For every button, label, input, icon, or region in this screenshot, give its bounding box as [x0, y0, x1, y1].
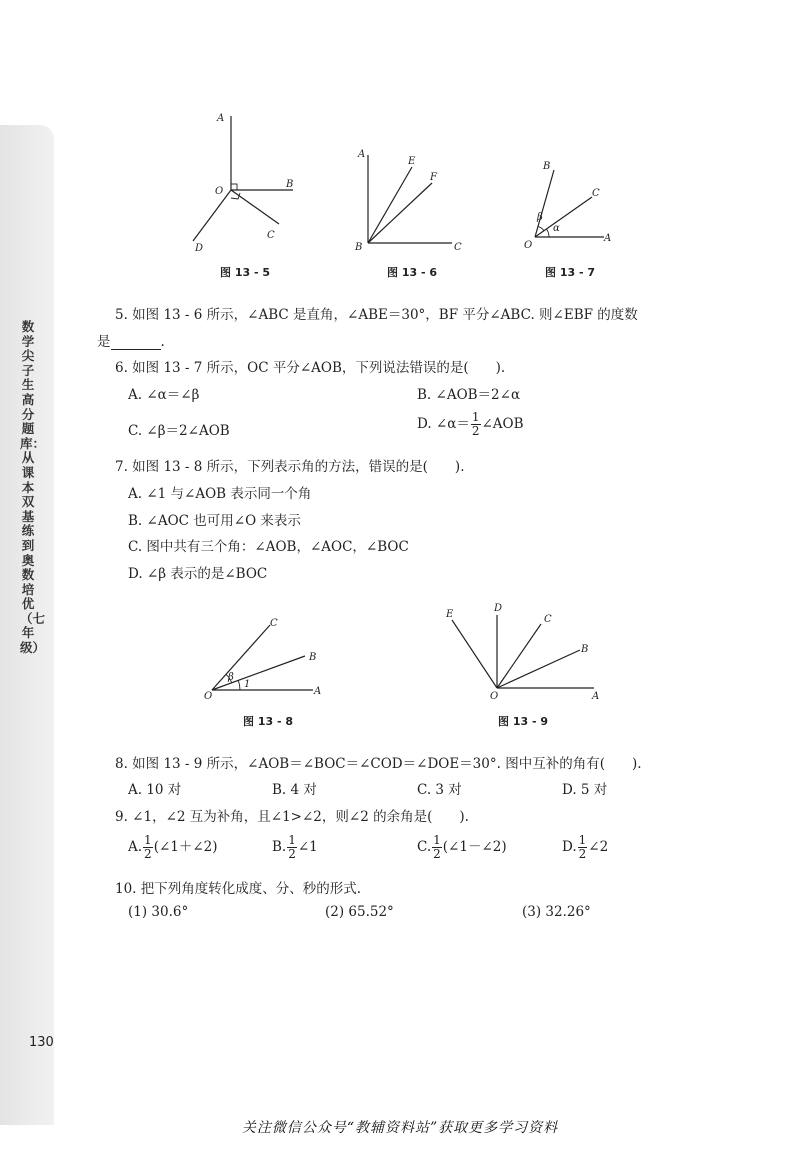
- label-a: A: [592, 691, 600, 702]
- fraction-num: 1: [578, 833, 587, 847]
- label-b: B: [309, 652, 317, 663]
- fraction-half: [578, 834, 588, 861]
- arc-beta: [538, 226, 544, 230]
- ray-od: [193, 190, 231, 241]
- page-number: 130: [29, 1035, 54, 1050]
- q6-stem: 6. 如图 13 - 7 所示，OC 平分∠AOB，下列说法错误的是( ).: [115, 360, 506, 376]
- q10-part-1: (1) 30.6°: [128, 904, 189, 920]
- figure-13-7: [520, 155, 630, 255]
- label-e: E: [446, 609, 454, 620]
- q5-line2-post: .: [160, 334, 165, 350]
- q8-option-b: B. 4 对: [272, 782, 317, 798]
- q9-b-post: ∠1: [297, 839, 318, 855]
- label-o: O: [524, 240, 533, 251]
- q5-line2: [97, 330, 165, 350]
- caption-13-7: 图 13 - 7: [545, 266, 596, 279]
- label-c: C: [270, 618, 278, 629]
- fraction-num: 1: [433, 833, 441, 847]
- right-angle-mark: [231, 184, 237, 190]
- label-o: O: [204, 691, 213, 702]
- answer-blank: [111, 335, 161, 350]
- caption-13-6: 图 13 - 6: [387, 266, 438, 279]
- q9-stem: 9. ∠1，∠2 互为补角，且∠1>∠2，则∠2 的余角是( ).: [115, 809, 469, 825]
- q6-option-b: B. ∠AOB＝2∠α: [417, 387, 521, 403]
- fraction-den: 2: [144, 847, 152, 861]
- label-c: C: [267, 230, 275, 241]
- q7-option-b: B. ∠AOC 也可用∠O 来表示: [128, 513, 301, 529]
- arc-1: [238, 680, 240, 690]
- label-d: D: [494, 603, 503, 614]
- label-f: F: [430, 172, 437, 183]
- ray-bf: [368, 183, 432, 243]
- book-title: 数学尖子生高分题库：从课本双基练到奥数培优（七年级）: [20, 319, 46, 656]
- label-e: E: [408, 156, 416, 167]
- label-1: 1: [244, 679, 251, 690]
- ray-be: [368, 167, 412, 243]
- label-alpha: α: [553, 223, 560, 234]
- label-a: A: [217, 113, 225, 124]
- q9-option-b: [272, 834, 318, 861]
- label-a: A: [358, 149, 366, 160]
- q8-option-a: A. 10 对: [128, 782, 182, 798]
- q8-option-d: D. 5 对: [562, 782, 608, 798]
- q8-stem: 8. 如图 13 - 9 所示，∠AOB＝∠BOC＝∠COD＝∠DOE＝30°. 图中互补的角有( ).: [115, 756, 642, 772]
- fraction-den: 2: [578, 847, 587, 861]
- label-b: B: [581, 644, 589, 655]
- q10-part-2: (2) 65.52°: [325, 904, 394, 920]
- ray-ob: [535, 170, 554, 237]
- figure-13-8: [200, 610, 330, 705]
- q9-b-pre: B.: [272, 839, 287, 855]
- caption-13-9: 图 13 - 9: [498, 715, 549, 728]
- q9-option-a: [128, 834, 218, 861]
- fraction-num: 1: [144, 833, 152, 847]
- q6-option-a: A. ∠α＝∠β: [128, 387, 200, 403]
- fraction-half: [471, 411, 481, 438]
- ray-oc: [231, 190, 279, 224]
- ray-oc: [212, 625, 270, 690]
- q9-a-post: (∠1＋∠2): [153, 839, 218, 855]
- q9-option-c: [417, 834, 507, 861]
- q9-option-d: [562, 834, 608, 861]
- ray-oc: [535, 197, 592, 237]
- fraction-num: 1: [471, 410, 480, 424]
- figure-13-5: [180, 108, 310, 258]
- side-tab: [0, 125, 54, 1125]
- q10-part-3: (3) 32.26°: [522, 904, 591, 920]
- label-c: C: [454, 242, 462, 253]
- q7-option-c: C. 图中共有三个角：∠AOB，∠AOC，∠BOC: [128, 539, 409, 555]
- fraction-den: 2: [288, 847, 296, 861]
- q6-option-c: C. ∠β＝2∠AOB: [128, 423, 230, 439]
- label-beta: β: [537, 212, 543, 223]
- fraction-half: [143, 834, 153, 861]
- q8-option-c: C. 3 对: [417, 782, 462, 798]
- label-o: O: [490, 691, 499, 702]
- label-o: O: [215, 186, 224, 197]
- fraction-den: 2: [433, 847, 441, 861]
- ray-ob: [212, 656, 305, 690]
- figure-13-6: [350, 145, 480, 255]
- fraction-den: 2: [471, 424, 480, 438]
- q9-a-pre: A.: [128, 839, 143, 855]
- q9-c-pre: C.: [417, 839, 432, 855]
- q9-c-post: (∠1－∠2): [442, 839, 507, 855]
- label-beta: β: [228, 672, 234, 683]
- q9-d-pre: D.: [562, 839, 577, 855]
- label-c: C: [592, 188, 600, 199]
- label-a: A: [314, 686, 322, 697]
- figure-13-9: [440, 600, 610, 700]
- footer-notice: 关注微信公众号“教辅资料站”获取更多学习资料: [241, 1120, 559, 1136]
- label-c: C: [544, 614, 552, 625]
- q6-d-pre: D. ∠α＝: [417, 416, 470, 432]
- q5-line2-pre: 是: [97, 334, 111, 350]
- label-b: B: [543, 161, 551, 172]
- fraction-half: [432, 834, 442, 861]
- q6-d-post: ∠AOB: [481, 416, 524, 432]
- label-b: B: [355, 242, 363, 253]
- q5-line1: 5. 如图 13 - 6 所示，∠ABC 是直角，∠ABE＝30°，BF 平分∠ABC. 则∠EBF 的度数: [115, 307, 638, 323]
- q7-option-a: A. ∠1 与∠AOB 表示同一个角: [128, 486, 312, 502]
- label-a: A: [604, 233, 612, 244]
- q10-stem: 10. 把下列角度转化成度、分、秒的形式.: [115, 881, 362, 897]
- q9-d-post: ∠2: [588, 839, 609, 855]
- fraction-num: 1: [288, 833, 296, 847]
- q7-option-d: D. ∠β 表示的是∠BOC: [128, 566, 268, 582]
- q7-stem: 7. 如图 13 - 8 所示，下列表示角的方法，错误的是( ).: [115, 459, 465, 475]
- caption-13-5: 图 13 - 5: [220, 266, 271, 279]
- q6-option-d: [417, 411, 524, 438]
- ray-oe: [452, 620, 497, 688]
- label-d: D: [195, 243, 204, 254]
- fraction-half: [287, 834, 297, 861]
- arc-alpha: [547, 229, 550, 237]
- caption-13-8: 图 13 - 8: [243, 715, 294, 728]
- label-b: B: [286, 179, 294, 190]
